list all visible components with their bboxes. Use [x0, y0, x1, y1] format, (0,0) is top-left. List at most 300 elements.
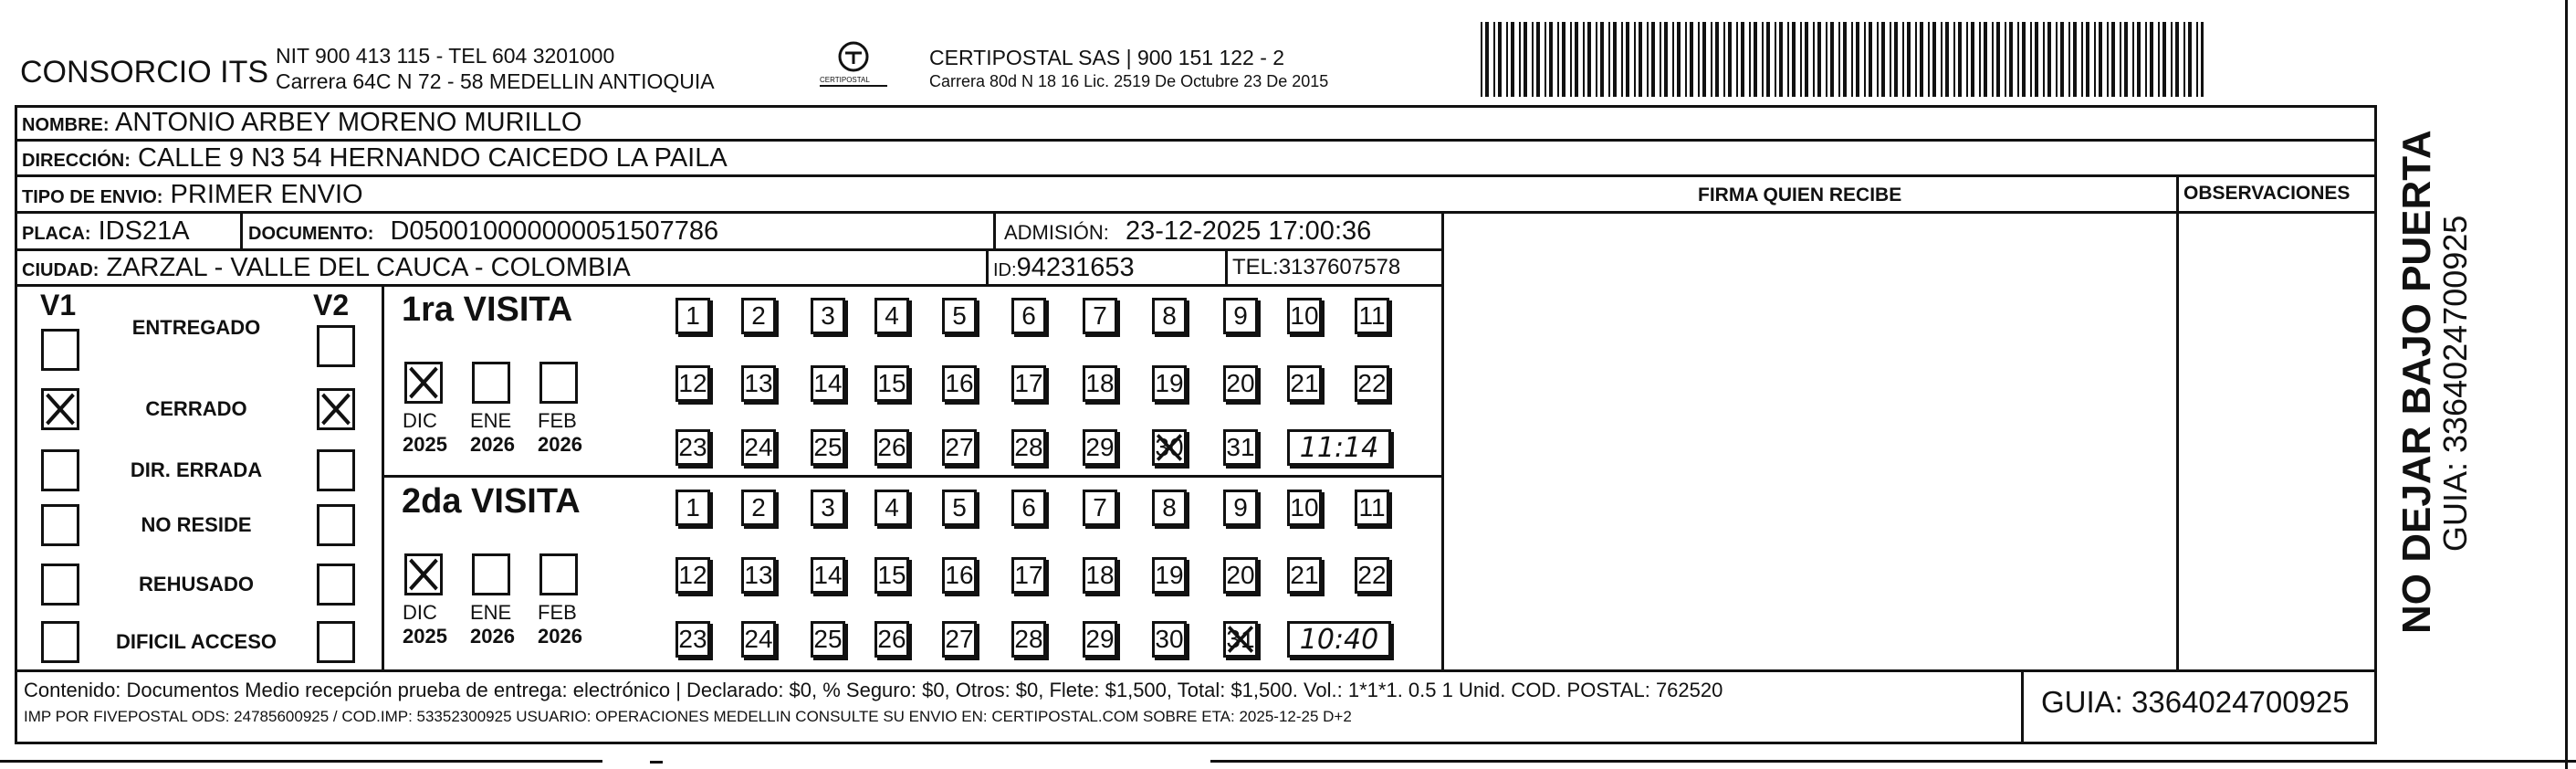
- id-value: 94231653: [1016, 253, 1135, 282]
- barcode-bar: [1608, 22, 1610, 97]
- visit-day-box[interactable]: [741, 298, 776, 334]
- visit-day-box[interactable]: [675, 365, 710, 402]
- barcode-bar: [1524, 22, 1527, 97]
- barcode-bar: [2201, 22, 2204, 97]
- visit-day-number: 20: [1226, 561, 1255, 589]
- barcode-bar: [2171, 22, 2173, 97]
- visit-day-box[interactable]: [1083, 298, 1117, 334]
- barcode-bar: [2060, 22, 2064, 97]
- visit-day-box[interactable]: [675, 557, 710, 594]
- barcode-bar: [2183, 22, 2185, 97]
- barcode-bar: [1787, 22, 1789, 97]
- barcode-bar: [1621, 22, 1623, 97]
- visit-day-box[interactable]: [1287, 490, 1322, 526]
- visit-month-name: ENE: [470, 409, 512, 432]
- visit-day-number: 21: [1290, 369, 1319, 397]
- barcode-bar: [1894, 22, 1898, 97]
- footer-guia: GUIA: 3364024700925: [2041, 685, 2350, 719]
- barcode-bar: [1775, 22, 1776, 97]
- barcode-bar: [2022, 22, 2026, 97]
- visit-day-number: 13: [744, 561, 773, 589]
- barcode-bar: [1881, 22, 1885, 97]
- nombre-row: [22, 110, 581, 136]
- visit-day-number: 10: [1290, 301, 1319, 330]
- barcode-bar: [1613, 22, 1617, 97]
- visit-day-box[interactable]: [1355, 490, 1389, 526]
- visit-day-box[interactable]: [811, 298, 845, 334]
- visit-day-number: 7: [1093, 301, 1107, 330]
- barcode-bar: [1856, 22, 1859, 97]
- visit-day-box[interactable]: [1152, 490, 1187, 526]
- visit-day-box[interactable]: [1223, 429, 1258, 466]
- barcode-bar: [1728, 22, 1732, 97]
- status-label: REHUSADO: [139, 573, 254, 595]
- visit-day-number: 22: [1357, 369, 1387, 397]
- visit-day-number: 24: [744, 433, 773, 461]
- visit-time-box[interactable]: [1287, 429, 1391, 466]
- barcode-bar: [1677, 22, 1681, 97]
- barcode-bar: [1583, 22, 1585, 97]
- visit-day-number: 8: [1162, 493, 1177, 521]
- visit-day-number: 13: [744, 369, 773, 397]
- visit-day-number: 17: [1014, 369, 1043, 397]
- visit-day-box[interactable]: [1083, 490, 1117, 526]
- visit-day-box[interactable]: [741, 557, 776, 594]
- barcode-bar: [2120, 22, 2121, 97]
- barcode-bar: [2056, 22, 2058, 97]
- status-v2-checkbox[interactable]: [317, 504, 355, 546]
- visit-day-number: 6: [1021, 301, 1036, 330]
- v1-label: V1: [40, 289, 77, 321]
- barcode-bar: [1805, 22, 1808, 97]
- visit-day-number: 16: [945, 561, 974, 589]
- visit-day-number: 30: [1155, 433, 1184, 461]
- barcode-bar: [2081, 22, 2083, 97]
- visit-month-year: 2025: [403, 433, 447, 456]
- barcode-bar: [2145, 22, 2147, 97]
- visit-month-checkbox[interactable]: [472, 553, 510, 595]
- barcode-bar: [1562, 22, 1565, 97]
- visit-day-number: 23: [678, 433, 707, 461]
- barcode-bar: [1549, 22, 1553, 97]
- visit-day-box[interactable]: [874, 490, 909, 526]
- tel-value: 3137607578: [1278, 255, 1401, 279]
- visit-day-box[interactable]: [1083, 557, 1117, 594]
- visit-day-box[interactable]: [942, 490, 977, 526]
- visit-day-box[interactable]: [741, 621, 776, 658]
- ciudad-label: CIUDAD:: [22, 260, 99, 280]
- visit-day-number: 12: [678, 369, 707, 397]
- barcode-bar: [2017, 22, 2019, 97]
- visit-day-number: 9: [1233, 493, 1248, 521]
- visit-day-number: 8: [1162, 301, 1177, 330]
- visit-day-number: 2: [751, 493, 766, 521]
- barcode-bar: [1715, 22, 1719, 97]
- nombre-value: ANTONIO ARBEY MORENO MURILLO: [115, 108, 582, 137]
- barcode-bar: [1792, 22, 1796, 97]
- visit-day-box[interactable]: [874, 365, 909, 402]
- visit-day-number: 27: [945, 625, 974, 653]
- barcode-bar: [2162, 22, 2166, 97]
- visit-day-number: 23: [678, 625, 707, 653]
- visit-day-box[interactable]: [1083, 429, 1117, 466]
- visit-day-number: 26: [877, 625, 906, 653]
- footer-imp: IMP POR FIVEPOSTAL ODS: 24785600925 / COD.IMP: 53352300925 USUARIO: OPERACIONES MEDELLIN CONSULTE SU ENVIO EN: CERTIPOSTAL.COM SOBRE ETA: 2025-12-25 D+2: [24, 708, 1352, 725]
- visit-day-box[interactable]: [1152, 557, 1187, 594]
- barcode-bar: [2094, 22, 2096, 97]
- barcode-bar: [1920, 22, 1923, 97]
- company-address: Carrera 64C N 72 - 58 MEDELLIN ANTIOQUIA: [276, 69, 715, 93]
- visit-day-box[interactable]: [1223, 298, 1258, 334]
- barcode-bar: [2124, 22, 2128, 97]
- barcode-bar: [2111, 22, 2115, 97]
- barcode-bar: [1826, 22, 1827, 97]
- visit-day-box[interactable]: [811, 429, 845, 466]
- tipo-label: TIPO DE ENVIO:: [22, 187, 163, 207]
- barcode-bar: [1838, 22, 1840, 97]
- barcode-bar: [1506, 22, 1508, 97]
- barcode-bar: [1749, 22, 1751, 97]
- barcode-bar: [1626, 22, 1629, 97]
- visit-day-number: 15: [877, 561, 906, 589]
- visit-month-year: 2026: [470, 625, 515, 648]
- visit-day-number: 31: [1226, 625, 1255, 653]
- barcode-bar: [1813, 22, 1815, 97]
- status-label: ENTREGADO: [131, 316, 261, 339]
- visit-day-box[interactable]: [1223, 490, 1258, 526]
- status-v2-checkbox[interactable]: [317, 564, 355, 606]
- visit-day-number: 28: [1014, 625, 1043, 653]
- visit-day-box[interactable]: [942, 557, 977, 594]
- barcode-bar: [2073, 22, 2077, 97]
- barcode-bar: [1498, 22, 1502, 97]
- barcode-bar: [2009, 22, 2013, 97]
- side-warning: NO DEJAR BAJO PUERTA: [2394, 130, 2439, 634]
- visit-day-number: 18: [1085, 561, 1115, 589]
- barcode-bar: [1890, 22, 1891, 97]
- barcode-bar: [2068, 22, 2070, 97]
- visit-day-number: 5: [952, 301, 967, 330]
- status-label: NO RESIDE: [141, 513, 252, 536]
- visit-day-box[interactable]: [1355, 365, 1389, 402]
- barcode-bar: [1532, 22, 1534, 97]
- barcode-bar: [1984, 22, 1987, 97]
- visit-day-number: 25: [813, 433, 843, 461]
- barcode-bar: [1741, 22, 1744, 97]
- visit-day-number: 9: [1233, 301, 1248, 330]
- barcode-bar: [1557, 22, 1559, 97]
- direccion-row: [22, 145, 728, 172]
- documento-value: D050010000000051507786: [390, 216, 719, 246]
- visit-day-number: 14: [813, 369, 843, 397]
- admision-label: ADMISIÓN:: [1004, 221, 1109, 244]
- logo-text: CERTIPOSTAL: [820, 76, 870, 84]
- barcode-bar: [1817, 22, 1821, 97]
- documento-label: DOCUMENTO:: [248, 224, 374, 244]
- barcode-bar: [1754, 22, 1757, 97]
- barcode-bar: [1511, 22, 1514, 97]
- barcode-bar: [1575, 22, 1578, 97]
- tipo-row: [22, 182, 363, 208]
- visit-month-checkbox[interactable]: [539, 553, 578, 595]
- documento-row: [248, 218, 718, 245]
- barcode-bar: [1664, 22, 1668, 97]
- visit-day-box[interactable]: [741, 365, 776, 402]
- barcode-bar: [1587, 22, 1591, 97]
- visit-day-number: 29: [1085, 625, 1115, 653]
- visit-day-box[interactable]: [675, 621, 710, 658]
- visit-day-number: 1: [686, 493, 700, 521]
- visit-month-checkbox[interactable]: [404, 553, 443, 595]
- side-guia: GUIA: 3364024700925: [2436, 215, 2474, 552]
- visit-day-box[interactable]: [942, 621, 977, 658]
- barcode-bar: [1651, 22, 1655, 97]
- visit-day-number: 5: [952, 493, 967, 521]
- barcode-bar: [1519, 22, 1521, 97]
- visit-day-number: 22: [1357, 561, 1387, 589]
- tel-row: [1232, 257, 1400, 279]
- visit-day-number: 28: [1014, 433, 1043, 461]
- visit-day-box[interactable]: [675, 490, 710, 526]
- visit-month-name: DIC: [403, 601, 437, 624]
- visit-month-name: DIC: [403, 409, 437, 432]
- visit-day-box[interactable]: [942, 298, 977, 334]
- visit-day-box[interactable]: [1152, 365, 1187, 402]
- visit-day-number: 16: [945, 369, 974, 397]
- status-label: CERRADO: [145, 397, 247, 420]
- barcode-bar: [1830, 22, 1834, 97]
- visit-day-box[interactable]: [1083, 365, 1117, 402]
- direccion-value: CALLE 9 N3 54 HERNANDO CAICEDO LA PAILA: [137, 143, 728, 173]
- placa-value: IDS21A: [98, 216, 190, 246]
- barcode-bar: [1647, 22, 1649, 97]
- visit-day-number: 19: [1155, 369, 1184, 397]
- visit-day-number: 7: [1093, 493, 1107, 521]
- barcode-bar: [1966, 22, 1968, 97]
- visit-day-number: 18: [1085, 369, 1115, 397]
- visit-title: 2da VISITA: [402, 482, 581, 521]
- visit-day-number: 25: [813, 625, 843, 653]
- visit-day-number: 10: [1290, 493, 1319, 521]
- visit-month-year: 2026: [538, 433, 582, 456]
- visit-day-number: 2: [751, 301, 766, 330]
- visit-day-number: 1: [686, 301, 700, 330]
- barcode-bar: [2137, 22, 2141, 97]
- barcode-bar: [2188, 22, 2192, 97]
- visit-day-box[interactable]: [942, 365, 977, 402]
- barcode-bar: [1702, 22, 1706, 97]
- placa-label: PLACA:: [22, 224, 91, 244]
- visit-day-box[interactable]: [1287, 557, 1322, 594]
- visit-day-box[interactable]: [675, 429, 710, 466]
- visit-day-number: 14: [813, 561, 843, 589]
- visit-day-number: 31: [1226, 433, 1255, 461]
- visit-day-box[interactable]: [1152, 429, 1187, 466]
- visit-day-number: 11: [1358, 301, 1386, 330]
- visit-day-box[interactable]: [874, 621, 909, 658]
- footer-contenido: Contenido: Documentos Medio recepción prueba de entrega: electrónico | Declarado: $0, % Seguro: $0, Otros: $0, Flete: $1,500, Total: $1,500. Vol.: 1*1*1. 0.5 1 Unid. COD. POSTAL: 762520: [24, 679, 1723, 701]
- visit-day-box[interactable]: [1011, 490, 1046, 526]
- visit-day-box[interactable]: [942, 429, 977, 466]
- visit-month-year: 2026: [470, 433, 515, 456]
- visit-day-box[interactable]: [874, 298, 909, 334]
- barcode-bar: [2132, 22, 2134, 97]
- barcode-bar: [1851, 22, 1853, 97]
- visit-day-box[interactable]: [1223, 557, 1258, 594]
- barcode-bar: [1698, 22, 1700, 97]
- barcode-bar: [1945, 22, 1949, 97]
- courier-name: CERTIPOSTAL SAS | 900 151 122 - 2: [929, 46, 1285, 69]
- barcode-bar: [1800, 22, 1802, 97]
- visit-day-box[interactable]: [741, 429, 776, 466]
- status-v2-checkbox[interactable]: [317, 325, 355, 367]
- visit-day-box[interactable]: [1355, 298, 1389, 334]
- visit-day-box[interactable]: [741, 490, 776, 526]
- barcode-bar: [1907, 22, 1911, 97]
- visit-day-box[interactable]: [1083, 621, 1117, 658]
- visit-day-number: 4: [885, 493, 899, 521]
- visit-day-box[interactable]: [811, 621, 845, 658]
- nombre-label: NOMBRE:: [22, 115, 110, 135]
- ciudad-row: [22, 255, 631, 281]
- visit-day-number: 17: [1014, 561, 1043, 589]
- barcode-bar: [1545, 22, 1546, 97]
- barcode-bar: [1685, 22, 1687, 97]
- barcode-bar: [1779, 22, 1783, 97]
- visit-day-number: 4: [885, 301, 899, 330]
- visit-day-box[interactable]: [811, 490, 845, 526]
- visit-day-box[interactable]: [1152, 298, 1187, 334]
- barcode-bar: [1869, 22, 1872, 97]
- visit-month-checkbox[interactable]: [404, 362, 443, 404]
- barcode-bar: [2196, 22, 2198, 97]
- visit-day-box[interactable]: [1011, 365, 1046, 402]
- status-v2-checkbox[interactable]: [317, 621, 355, 663]
- barcode-bar: [1992, 22, 1994, 97]
- barcode-bar: [1711, 22, 1712, 97]
- firma-header: FIRMA QUIEN RECIBE: [1698, 184, 1902, 205]
- barcode-bar: [1723, 22, 1725, 97]
- barcode-bar: [1660, 22, 1661, 97]
- company-nit: NIT 900 413 115 - TEL 604 3201000: [276, 44, 615, 68]
- barcode-bar: [1634, 22, 1636, 97]
- visit-day-box[interactable]: [874, 557, 909, 594]
- visit-day-box[interactable]: [1223, 621, 1258, 658]
- barcode-bar: [1672, 22, 1674, 97]
- visit-day-box[interactable]: [811, 557, 845, 594]
- visit-day-box[interactable]: [1011, 298, 1046, 334]
- barcode-bar: [1941, 22, 1942, 97]
- visit-day-box[interactable]: [1011, 429, 1046, 466]
- visit-time-box[interactable]: [1287, 621, 1391, 658]
- ciudad-value: ZARZAL - VALLE DEL CAUCA - COLOMBIA: [106, 253, 631, 282]
- barcode-bar: [1996, 22, 2000, 97]
- barcode-bar: [2030, 22, 2032, 97]
- visit-day-number: 6: [1021, 493, 1036, 521]
- tel-label: TEL:: [1232, 255, 1279, 279]
- visit-day-number: 11: [1358, 493, 1386, 521]
- visit-title: 1ra VISITA: [402, 290, 573, 329]
- barcode-bar: [1843, 22, 1847, 97]
- barcode-bar: [2099, 22, 2102, 97]
- admision-row: [1004, 218, 1371, 245]
- visit-month-name: FEB: [538, 601, 577, 624]
- status-v2-checkbox[interactable]: [317, 388, 355, 430]
- visit-day-box[interactable]: [1355, 557, 1389, 594]
- visit-day-number: 15: [877, 369, 906, 397]
- barcode-bar: [1932, 22, 1936, 97]
- barcode-bar: [2043, 22, 2045, 97]
- visit-day-number: 26: [877, 433, 906, 461]
- barcode-bar: [1570, 22, 1572, 97]
- visit-day-box[interactable]: [1287, 298, 1322, 334]
- status-v2-checkbox[interactable]: [317, 449, 355, 491]
- visit-time: 10:40: [1299, 623, 1379, 656]
- barcode: [1481, 22, 2204, 97]
- courier-address: Carrera 80d N 18 16 Lic. 2519 De Octubre 23 De 2015: [929, 72, 1329, 90]
- visit-day-box[interactable]: [1223, 365, 1258, 402]
- visit-day-number: 19: [1155, 561, 1184, 589]
- visit-day-box[interactable]: [1287, 365, 1322, 402]
- barcode-bar: [1902, 22, 1904, 97]
- visit-month-checkbox[interactable]: [472, 362, 510, 404]
- barcode-bar: [1762, 22, 1764, 97]
- status-label: DIR. ERRADA: [130, 458, 263, 481]
- visit-day-number: 12: [678, 561, 707, 589]
- barcode-bar: [1979, 22, 1981, 97]
- barcode-bar: [1877, 22, 1879, 97]
- barcode-bar: [1600, 22, 1604, 97]
- visit-month-checkbox[interactable]: [539, 362, 578, 404]
- observaciones-header: OBSERVACIONES: [2183, 183, 2351, 204]
- visit-day-number: 30: [1155, 625, 1184, 653]
- visit-day-box[interactable]: [811, 365, 845, 402]
- barcode-bar: [1915, 22, 1917, 97]
- barcode-bar: [1736, 22, 1738, 97]
- barcode-bar: [1536, 22, 1540, 97]
- visit-day-box[interactable]: [675, 298, 710, 334]
- direccion-label: DIRECCIÓN:: [22, 151, 131, 171]
- visit-day-box[interactable]: [1011, 557, 1046, 594]
- id-label: ID:: [993, 260, 1017, 280]
- visit-day-number: 27: [945, 433, 974, 461]
- visit-month-year: 2025: [403, 625, 447, 648]
- visit-day-box[interactable]: [1152, 621, 1187, 658]
- barcode-bar: [2047, 22, 2051, 97]
- barcode-bar: [2107, 22, 2109, 97]
- barcode-bar: [2175, 22, 2179, 97]
- form-frame: [15, 105, 2377, 744]
- barcode-bar: [2150, 22, 2153, 97]
- placa-row: [22, 218, 190, 245]
- barcode-bar: [1493, 22, 1495, 97]
- barcode-bar: [1928, 22, 1930, 97]
- barcode-bar: [2035, 22, 2038, 97]
- id-row: [993, 255, 1135, 281]
- v2-label: V2: [313, 289, 350, 321]
- visit-day-box[interactable]: [874, 429, 909, 466]
- barcode-bar: [2158, 22, 2160, 97]
- barcode-bar: [1485, 22, 1489, 97]
- barcode-bar: [1690, 22, 1693, 97]
- visit-time: 11:14: [1299, 431, 1379, 464]
- visit-day-box[interactable]: [1011, 621, 1046, 658]
- visit-day-number: 29: [1085, 433, 1115, 461]
- visit-month-year: 2026: [538, 625, 582, 648]
- visit-month-name: ENE: [470, 601, 512, 624]
- barcode-bar: [1958, 22, 1962, 97]
- barcode-bar: [1639, 22, 1642, 97]
